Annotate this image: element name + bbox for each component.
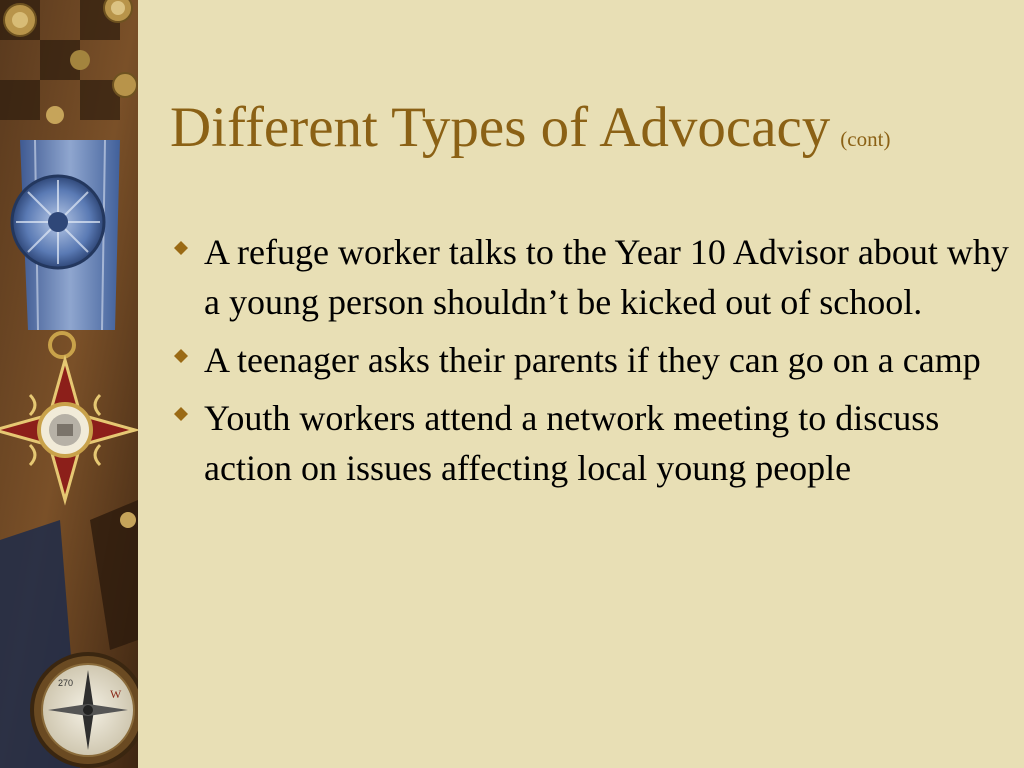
slide-title-text: Different Types of Advocacy [170,96,831,159]
slide-content [138,0,1024,768]
diamond-icon [174,407,188,421]
diamond-icon [174,241,188,255]
slide-title [170,88,890,179]
bullet-text: Youth workers attend a network meeting to discuss action on issues affecting local young people [204,398,940,488]
slide-title-suffix: (cont) [840,127,891,151]
bullet-item [174,227,1014,327]
svg-text:270: 270 [58,678,74,688]
bullet-item [174,393,1014,493]
diamond-icon [174,349,188,363]
vintage-medals-image [0,0,138,768]
bullet-text: A refuge worker talks to the Year 10 Advisor about why a young person shouldn’t be kicked out of school. [204,232,1009,322]
bullet-text: A teenager asks their parents if they can go on a camp [204,340,981,380]
svg-text:W: W [110,687,122,701]
bullet-item [174,335,1014,385]
bullet-list [174,227,1014,501]
